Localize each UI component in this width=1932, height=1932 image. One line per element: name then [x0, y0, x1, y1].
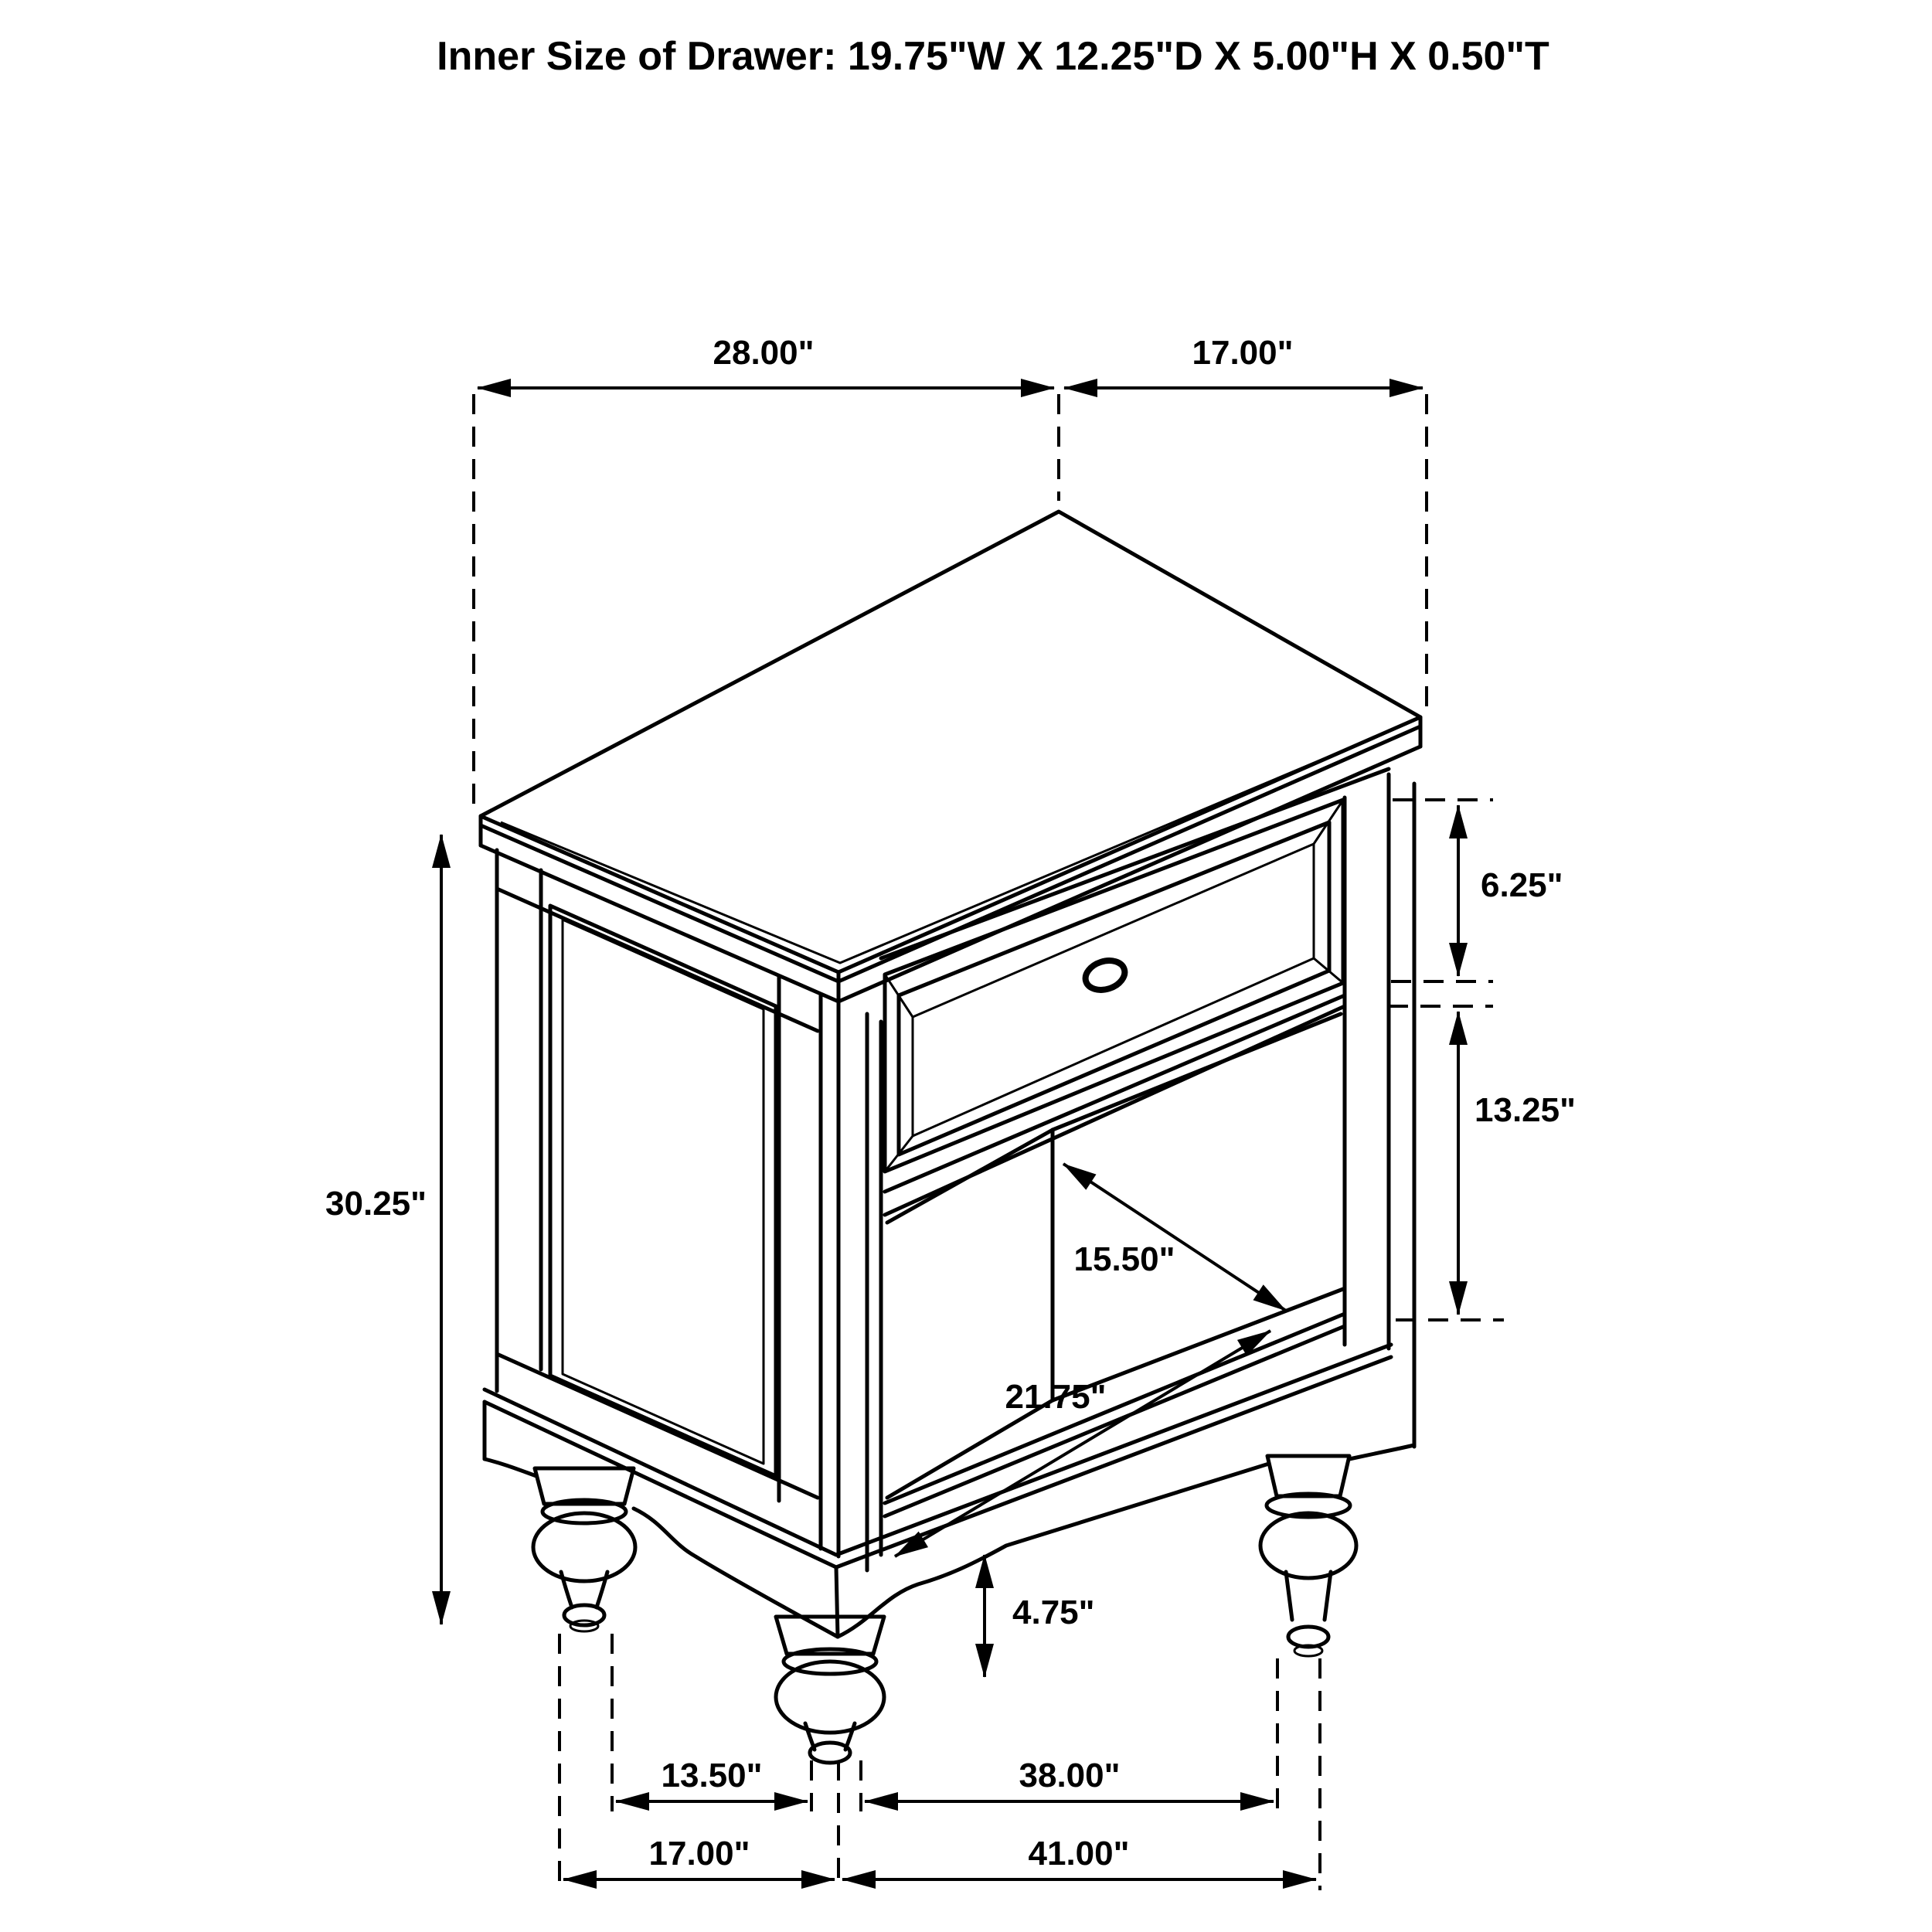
under-drawer-rail-mid	[885, 995, 1345, 1192]
tabletop	[481, 512, 1420, 1002]
dim-label-overall-height: 30.25"	[325, 1185, 427, 1223]
dim-label-base-span-right: 41.00"	[1028, 1835, 1130, 1872]
side-panel-bevel-inner	[563, 920, 764, 1464]
dim-label-base-span-left: 17.00"	[648, 1835, 750, 1872]
leg-right-taper-l	[1286, 1572, 1292, 1620]
dim-top-width	[1064, 388, 1427, 708]
leg-right-cap	[1267, 1456, 1349, 1496]
shelf-front-lip-top	[885, 1314, 1345, 1503]
dim-label-shelf-depth: 15.50"	[1073, 1240, 1175, 1278]
drawer-front	[881, 769, 1389, 1215]
leg-front	[776, 1617, 884, 1763]
side-bottom-rail-top	[497, 1354, 818, 1498]
dim-label-top-width: 17.00"	[1192, 334, 1294, 372]
nightstand-drawing	[481, 512, 1420, 1763]
base-top-edge-2	[485, 1357, 1391, 1567]
dim-label-opening-height: 13.25"	[1475, 1091, 1576, 1129]
dim-label-apron-height: 4.75"	[1012, 1594, 1095, 1631]
leg-left	[533, 1468, 635, 1631]
dim-label-drawer-height: 6.25"	[1481, 866, 1563, 904]
diagram-title: Inner Size of Drawer: 19.75"W X 12.25"D X 5.00"H X 0.50"T	[437, 34, 1549, 79]
leg-right	[1260, 1456, 1356, 1656]
side-panel-bevel-outer	[550, 906, 776, 1476]
dim-shelf-depth	[1063, 1164, 1286, 1311]
front-top-rail-bottom	[881, 769, 1389, 958]
leg-left-foot	[564, 1605, 604, 1625]
side-panel	[497, 850, 821, 1549]
base-front-corner-edge	[836, 1567, 838, 1637]
leg-right-foot	[1288, 1627, 1328, 1647]
right-stile	[1345, 774, 1414, 1349]
dim-top-depth	[474, 388, 1059, 804]
corner-post	[838, 1002, 881, 1570]
dim-drawer-height	[1391, 800, 1493, 981]
dim-label-shelf-width: 21.75"	[1005, 1378, 1107, 1416]
apron-scallop-left-a	[485, 1459, 536, 1476]
apron-scallop-front-right	[1349, 1445, 1414, 1459]
dim-label-side-leg-span: 38.00"	[1019, 1757, 1121, 1794]
tabletop-lip-bottom	[481, 747, 1420, 1002]
dim-label-front-leg-span: 13.50"	[661, 1757, 763, 1794]
leg-front-foot	[810, 1743, 850, 1763]
dim-line-1550	[1063, 1164, 1286, 1311]
leg-right-taper-r	[1325, 1572, 1331, 1620]
side-top-rail-bottom	[497, 889, 818, 1031]
interior-left-wall-top	[887, 1130, 1053, 1223]
dim-label-top-depth: 28.00"	[713, 334, 815, 372]
leg-right-bulb	[1260, 1513, 1356, 1578]
dim-opening-height	[1388, 1006, 1504, 1320]
tabletop-surface	[481, 512, 1420, 972]
